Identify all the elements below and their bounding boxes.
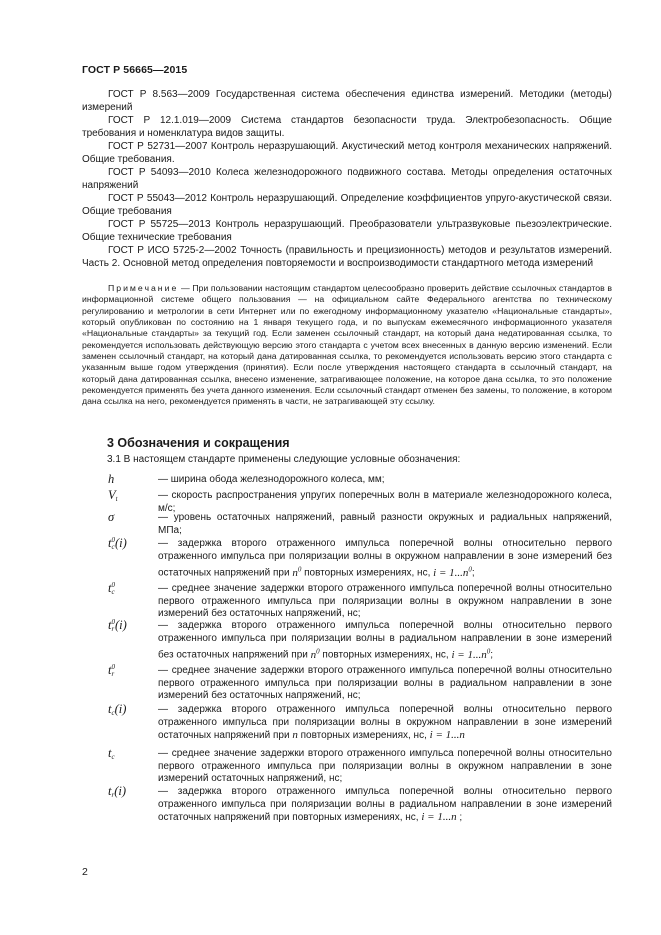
symbol-base: t: [108, 618, 112, 632]
symbol-notation: [108, 703, 154, 717]
math-index-range: [421, 811, 456, 823]
definition-text: — среднее значение задержки второго отраженного импульса поперечной волны относительно первого отраженного импульса при поляризации волны в окружном направлении в зоне измерений без остаточных напряжений, нс;: [158, 583, 612, 620]
symbol-notation: [108, 582, 154, 596]
page-number: 2: [82, 866, 88, 878]
document-header: ГОСТ Р 56665—2015: [82, 64, 188, 76]
note-dash: —: [178, 283, 193, 293]
symbol-subscript: c: [111, 543, 115, 552]
symbol-subscript: r: [111, 625, 115, 634]
symbol-definition: [158, 704, 612, 743]
math-repeat-count-text: n: [310, 649, 317, 662]
definition-text: — задержка второго отраженного импульса поперечной волны относительно первого отраженного импульса при поляризации волны в радиальном направлении в зоне измерений остаточных напряжений при повторных измерениях, нс,: [158, 786, 612, 824]
symbol-definition: [158, 620, 612, 663]
math-index-range: [451, 649, 490, 661]
definition-end: ;: [490, 650, 493, 662]
symbol-definition: [158, 786, 612, 825]
symbol-subscript: t: [115, 495, 118, 504]
definition-continuation: повторных измерениях, нс,: [301, 568, 434, 580]
section-intro: 3.1 В настоящем стандарте применены следующие условные обозначения:: [107, 454, 461, 465]
symbol-notation: [108, 785, 154, 799]
math-index-range: [433, 567, 472, 579]
math-repeat-count: [311, 649, 320, 661]
note-paragraph: [82, 283, 612, 408]
definition-text: — задержка второго отраженного импульса поперечной волны относительно первого отраженного импульса при поляризации волны в окружном направлении в зоне измерений остаточных напряжений при: [158, 704, 612, 742]
symbol-superscript: 0: [111, 536, 115, 545]
symbol-base: t: [108, 536, 112, 550]
symbol-definition: [158, 538, 612, 581]
symbol-base: t: [108, 581, 112, 595]
symbol-superscript: 0: [111, 663, 115, 672]
symbol-notation: [108, 747, 154, 761]
definition-text: — задержка второго отраженного импульса поперечной волны относительно первого отраженного импульса при поляризации волны в окружном направлении в зоне измерений без остаточных напряжений при: [158, 538, 612, 580]
definition-text: — уровень остаточных напряжений, равный разности окружных и радиальных напряжений, МПа;: [158, 512, 612, 536]
reference-item: ГОСТ Р 8.563—2009 Государственная система обеспечения единства измерений. Методики (методы) измерений: [82, 89, 612, 113]
math-index-range: [430, 729, 465, 741]
symbol-subscript: c: [111, 753, 115, 762]
symbol-definition: [158, 474, 612, 487]
symbol-superscript: 0: [111, 581, 115, 590]
reference-item: ГОСТ Р 54093—2010 Колеса железнодорожного подвижного состава. Методы определения остаточных напряжений: [82, 167, 612, 191]
symbol-superscript: 0: [111, 618, 115, 627]
math-index-range-text: i = 1...n: [433, 567, 469, 580]
reference-item: ГОСТ Р 55725—2013 Контроль неразрушающий. Преобразователи ультразвуковые пьезоэлектрические. Общие технические требования: [82, 219, 612, 243]
math-index-range-text: i = 1...n: [429, 729, 465, 742]
definition-text: — скорость распространения упругих поперечных волн в материале железнодорожного колеса, м/с;: [158, 490, 612, 514]
symbol-base: h: [108, 472, 115, 486]
symbol-definition: [158, 748, 612, 786]
reference-item: ГОСТ Р ИСО 5725-2—2002 Точность (правильность и прецизионность) методов и результатов измерений. Часть 2. Основной метод определения повторяемости и воспроизводимости стандартного метода измерений: [82, 245, 612, 269]
math-index-range-superscript: 0: [468, 565, 472, 574]
symbol-notation: [108, 511, 154, 524]
symbol-base: V: [108, 488, 116, 502]
note-block: [82, 283, 612, 408]
symbol-argument: (i): [114, 702, 127, 716]
math-repeat-count-superscript: 0: [297, 565, 302, 574]
math-index-range-text: i = 1...n: [451, 649, 487, 662]
symbol-definition: [158, 512, 612, 537]
symbol-definition: [158, 583, 612, 621]
definition-continuation: повторных измерениях, нс,: [319, 650, 452, 662]
symbol-notation: [108, 664, 154, 678]
math-index-range-text: i = 1...n: [421, 811, 457, 824]
symbol-notation: [108, 619, 154, 633]
section-title: 3 Обозначения и сокращения: [107, 436, 290, 450]
symbol-argument: (i): [114, 536, 127, 550]
reference-item: ГОСТ Р 55043—2012 Контроль неразрушающий. Определение коэффициентов упруго-акустической связи. Общие требования: [82, 193, 612, 217]
symbol-definition: [158, 665, 612, 703]
definition-text: — среднее значение задержки второго отраженного импульса поперечной волны относительно первого отраженного импульса при поляризации волны в радиальном направлении в зоне измерений без остаточных напряжений, нс;: [158, 665, 612, 702]
reference-item: ГОСТ Р 12.1.019—2009 Система стандартов безопасности труда. Электробезопасность. Общие требования и номенклатура видов защиты.: [82, 115, 612, 139]
normative-references: [82, 88, 612, 270]
symbol-base: σ: [108, 510, 115, 524]
math-repeat-count-text: n: [292, 729, 298, 742]
note-label: Примечание: [108, 283, 179, 293]
symbol-subscript: r: [111, 791, 115, 800]
reference-item: ГОСТ Р 52731—2007 Контроль неразрушающий. Акустический метод контроля механических напряжений. Общие требования.: [82, 141, 612, 165]
symbol-base: t: [108, 746, 112, 760]
symbol-base: t: [108, 663, 112, 677]
symbol-argument: (i): [114, 784, 127, 798]
symbol-notation: [108, 473, 154, 486]
math-index-range-superscript: 0: [486, 647, 491, 656]
definition-text: — ширина обода железнодорожного колеса, мм;: [158, 474, 385, 485]
symbol-argument: (i): [114, 618, 127, 632]
definition-continuation: повторных измерениях, нс,: [297, 730, 430, 742]
symbol-notation: [108, 489, 154, 503]
symbol-subscript: c: [111, 709, 115, 718]
symbol-base: t: [108, 784, 112, 798]
symbol-notation: [108, 537, 154, 551]
symbol-subscript: r: [111, 670, 115, 679]
math-repeat-count-text: n: [292, 567, 298, 580]
symbol-base: t: [108, 702, 112, 716]
definition-text: — задержка второго отраженного импульса поперечной волны относительно первого отраженного импульса при поляризации волны в радиальном направлении в зоне измерений без остаточных напряжений при: [158, 620, 612, 662]
math-repeat-count-superscript: 0: [316, 647, 320, 656]
note-text: При пользовании настоящим стандартом целесообразно проверить действие ссылочных стандартов в информационной системе общего пользования — на официальном сайте Федерального агентства по техническому регулированию и метрологии в сети Интернет или по ежегодному информационному указателю «Национальные стандарты», который опубликован по состоянию на 1 января текущего года, и по выпускам ежемесячного информационного указателя «Национальные стандарты» за текущий год. Если заменен ссылочный стандарт, на который дана недатированная ссылка, то рекомендуется использовать действующую версию этого стандарта с учетом всех внесенных в данную версию изменений. Если заменен ссылочный стандарт, на который дана датированная ссылка, то рекомендуется использовать версию этого стандарта с указанным выше годом утверждения (принятия). Если после утверждения настоящего стандарта в ссылочный стандарт, на который дана датированная ссылка, внесено изменение, затрагивающее положение, на которое дана ссылка, то это положение рекомендуется применять без учета данного изменения. Если ссылочный стандарт отменен без замены, то положение, в котором дана ссылка на него, рекомендуется применять в части, не затрагивающей эту ссылку.: [82, 283, 612, 407]
math-repeat-count: [292, 567, 301, 579]
definition-end: ;: [471, 568, 475, 580]
symbol-subscript: c: [111, 588, 115, 597]
definition-text: — среднее значение задержки второго отраженного импульса поперечной волны относительно первого отраженного импульса при поляризации волны в окружном направлении в зоне измерений остаточных напряжений, нс;: [158, 748, 612, 785]
definition-end: ;: [456, 812, 463, 824]
